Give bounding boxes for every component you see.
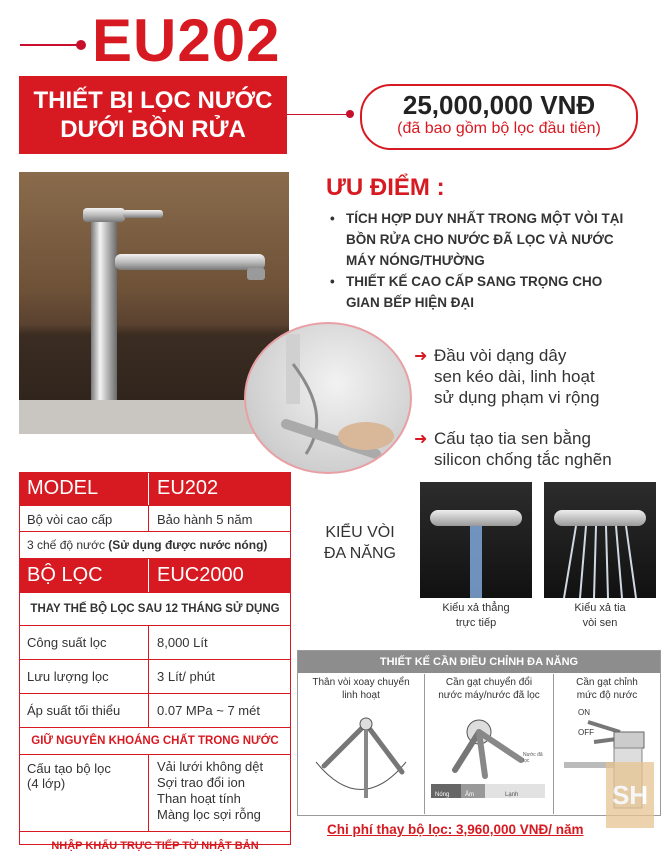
header-rule xyxy=(20,44,80,46)
feature-pullout xyxy=(434,345,599,408)
spec-table-border xyxy=(19,472,291,845)
pull-out-hose-photo xyxy=(244,322,412,474)
flow-lever-caption-line2: mức độ nước xyxy=(576,690,638,701)
feature-pullout-line2: sen kéo dài, linh hoạt xyxy=(434,367,595,386)
swivel-body-caption-line1: Thân vòi xoay chuyển xyxy=(312,677,410,688)
spec-row-label: Công suất lọc xyxy=(19,626,149,659)
mineral-note: GIỮ NGUYÊN KHOÁNG CHẤT TRONG NƯỚC xyxy=(19,728,291,755)
switch-lever-caption-line2: nước máy/nước đã lọc xyxy=(438,690,540,701)
swivel-body-panel xyxy=(298,674,425,814)
arrow-icon: ➜ xyxy=(414,348,428,365)
feature-pullout-line3: sử dụng phạm vi rộng xyxy=(434,388,600,407)
straight-stream-photo xyxy=(420,482,532,598)
cold-label: Lạnh xyxy=(505,792,519,798)
brand-logo: SH xyxy=(606,762,654,828)
feature-silicon-line1: Cấu tạo tia sen bằng xyxy=(434,429,591,448)
price-connector-dot xyxy=(346,110,354,118)
filter-label: BỘ LỌC xyxy=(19,559,149,592)
filter-layer: Sợi trao đổi ion xyxy=(157,775,246,790)
price-box xyxy=(360,84,638,150)
filter-layer: Vải lưới không dệt xyxy=(157,759,264,774)
swivel-body-caption-line2: linh hoạt xyxy=(342,690,380,701)
shower-spray-caption xyxy=(544,601,656,631)
switch-lever-caption-line1: Cần gạt chuyển đổi xyxy=(445,677,533,688)
swivel-body-caption xyxy=(298,674,424,702)
shower-spray-photo xyxy=(544,482,656,598)
replace-note: THAY THẾ BỘ LỌC SAU 12 THÁNG SỬ DỤNG xyxy=(19,593,291,626)
faucet-label: Bộ vòi cao cấp xyxy=(19,506,149,531)
arrow-icon: ➜ xyxy=(414,431,428,448)
swivel-diagram xyxy=(298,702,424,812)
hot-label: Nóng xyxy=(435,792,450,798)
price-note: (đã bao gồm bộ lọc đầu tiên) xyxy=(397,120,601,137)
product-name-line1: THIẾT BỊ LỌC NƯỚC xyxy=(33,87,273,114)
advantage-item: • TÍCH HỢP DUY NHẤT TRONG MỘT VÒI TẠI BỒN RỬA CHO NƯỚC ĐÃ LỌC VÀ NƯỚC MÁY NÓNG/THƯỜNG xyxy=(330,208,630,271)
filter-layer: Màng lọc sợi rỗng xyxy=(157,807,261,822)
advantages-title: ƯU ĐIỂM : xyxy=(326,174,445,201)
shower-spray-caption-line2: vòi sen xyxy=(582,617,618,629)
switch-lever-panel xyxy=(425,674,554,814)
feature-silicon-line2: silicon chống tắc nghẽn xyxy=(434,450,612,469)
feature-pullout-line1: Đầu vòi dạng dây xyxy=(434,346,567,365)
faucet-types-label-line1: KIỂU VÒI xyxy=(325,524,395,541)
filter-replacement-cost: Chi phí thay bộ lọc: 3,960,000 VNĐ/ năm xyxy=(327,822,584,837)
straight-stream-illustration xyxy=(420,482,532,598)
water-modes-note: (Sử dụng được nước nóng) xyxy=(108,538,268,552)
water-modes-text: 3 chế độ nước xyxy=(27,538,105,552)
filter-value: EUC2000 xyxy=(157,564,244,586)
faucet-types-label-line2: ĐA NĂNG xyxy=(323,545,396,562)
product-name-box xyxy=(19,76,287,154)
on-label: ON xyxy=(578,708,590,717)
import-note: NHẬP KHẨU TRỰC TIẾP TỪ NHẬT BẢN xyxy=(51,840,259,852)
warm-label: Ấm xyxy=(465,792,474,798)
spec-row-label: Áp suất tối thiểu xyxy=(19,694,149,727)
switch-lever-caption xyxy=(425,674,553,702)
straight-stream-caption-line1: Kiểu xả thẳng xyxy=(442,602,510,614)
price-connector xyxy=(287,114,351,115)
lever-design-title: THIẾT KẾ CẦN ĐIỀU CHỈNH ĐA NĂNG xyxy=(298,651,660,673)
flow-lever-caption-line1: Cần gạt chỉnh xyxy=(576,677,638,688)
product-name-line2: DƯỚI BỒN RỬA xyxy=(60,116,246,143)
feature-silicon xyxy=(434,428,612,470)
shower-spray-illustration xyxy=(544,482,656,598)
flow-lever-caption xyxy=(554,674,660,702)
straight-stream-caption-line2: trực tiếp xyxy=(455,617,497,629)
advantages-list xyxy=(330,208,630,313)
spec-row-value: 0.07 MPa ~ 7 mét xyxy=(157,703,260,718)
filter-layer: Than hoạt tính xyxy=(157,791,241,806)
pull-out-hose-illustration xyxy=(246,324,410,472)
spec-row-value: 3 Lít/ phút xyxy=(157,669,215,684)
header-bullet-dot xyxy=(76,40,86,50)
model-title: EU202 xyxy=(92,7,281,74)
straight-stream-caption xyxy=(420,601,532,631)
shower-spray-caption-line1: Kiểu xả tia xyxy=(574,602,626,614)
structure-label-line2: (4 lớp) xyxy=(27,776,66,791)
off-label: OFF xyxy=(578,728,594,737)
price-amount: 25,000,000 VNĐ xyxy=(402,90,596,120)
spec-row-label: Lưu lượng lọc xyxy=(19,660,149,693)
model-value: EU202 xyxy=(157,477,219,499)
warranty-value: Bảo hành 5 năm xyxy=(157,512,253,527)
spec-row-value: 8,000 Lít xyxy=(157,635,208,650)
model-label: MODEL xyxy=(19,472,149,505)
faucet-types-label xyxy=(314,522,406,564)
structure-label-line1: Cấu tạo bộ lọc xyxy=(27,761,111,776)
filtered-water-label: Nước đã lọc xyxy=(523,752,543,764)
advantage-item: • THIẾT KẾ CAO CẤP SANG TRỌNG CHO GIAN BẾP HIỆN ĐẠI xyxy=(330,271,630,313)
